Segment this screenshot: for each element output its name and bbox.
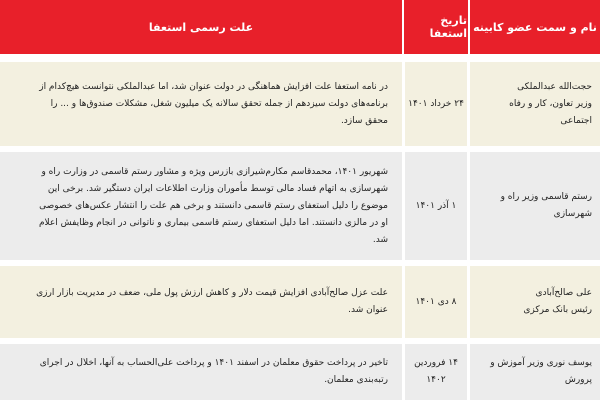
column-divider xyxy=(467,152,470,260)
table-row xyxy=(0,344,600,400)
table-header xyxy=(0,0,600,54)
column-divider xyxy=(402,152,405,260)
member-position: وزیر تعاون، کار و رفاه اجتماعی xyxy=(509,98,592,126)
column-divider xyxy=(467,62,470,146)
cell-date: ۱ آذر ۱۴۰۱ xyxy=(415,200,457,211)
column-divider xyxy=(467,344,470,400)
cell-name-position xyxy=(470,62,600,146)
cell-name-position xyxy=(470,344,600,400)
cell-reason: علت عزل صالح‌آبادی افزایش قیمت دلار و کاهش ارزش پول ملی، ضعف در مدیریت بازار ارزی عنوان شد. xyxy=(36,288,388,315)
member-name: یوسف نوری وزیر آموزش و پرورش xyxy=(490,358,592,385)
header-divider xyxy=(468,0,470,54)
member-name: علی صالح‌آبادی xyxy=(535,288,592,298)
cell-name-position xyxy=(470,152,600,260)
column-divider xyxy=(402,266,405,338)
cell-reason: تاخیر در پرداخت حقوق معلمان در اسفند ۱۴۰۱ و پرداخت علی‌الحساب به آنها، اخلال در اجرای رتبه‌بندی معلمان. xyxy=(39,358,388,385)
header-name-position: نام و سمت عضو کابینه xyxy=(473,20,597,34)
table-row xyxy=(0,266,600,338)
cell-name-position xyxy=(470,266,600,338)
table-row xyxy=(0,62,600,146)
column-divider xyxy=(402,344,405,400)
cell-date: ۸ دی ۱۴۰۱ xyxy=(415,296,457,307)
cell-date: ۲۴ خرداد ۱۴۰۱ xyxy=(408,98,464,109)
column-divider xyxy=(467,266,470,338)
table-row xyxy=(0,152,600,260)
header-reason: علت رسمی استعفا xyxy=(148,20,254,34)
member-position: رئیس بانک مرکزی xyxy=(523,305,592,315)
member-name: حجت‌الله عبدالملکی xyxy=(517,81,592,92)
header-date: تاریخ استعفا xyxy=(429,14,467,40)
member-name: رستم قاسمی وزیر راه و شهرسازی xyxy=(500,192,592,219)
cell-date: ۱۴ فروردین ۱۴۰۲ xyxy=(414,358,458,385)
cell-reason: در نامه استعفا علت افزایش هماهنگی در دولت عنوان شد، اما عبدالملکی نتوانست هیچ‌کدام از برنامه‌های دولت سیزدهم از جمله تحقق سالانه یک میلیون شغل، مشکلات صندوق‌ها و ... را محقق سازد. xyxy=(39,81,388,126)
header-divider xyxy=(402,0,404,54)
cell-reason: شهریور ۱۴۰۱، محمدقاسم مکارم‌شیرازی بازرس ویژه و مشاور رستم قاسمی در وزارت راه و شهرسازی به اتهام فساد مالی توسط مأموران وزارت اطلاعات ایران دستگیر شد. برخی این موضوع را دلیل استعفای رستم قاسمی دانستند و برخی هم علت را انتشار عکس‌های خصوصی او در مالزی دانستند. اما دلیل استعفای رستم قاسمی بیماری و ناتوانی در انجام وظایفش اعلام شد. xyxy=(38,166,388,245)
column-divider xyxy=(402,62,405,146)
